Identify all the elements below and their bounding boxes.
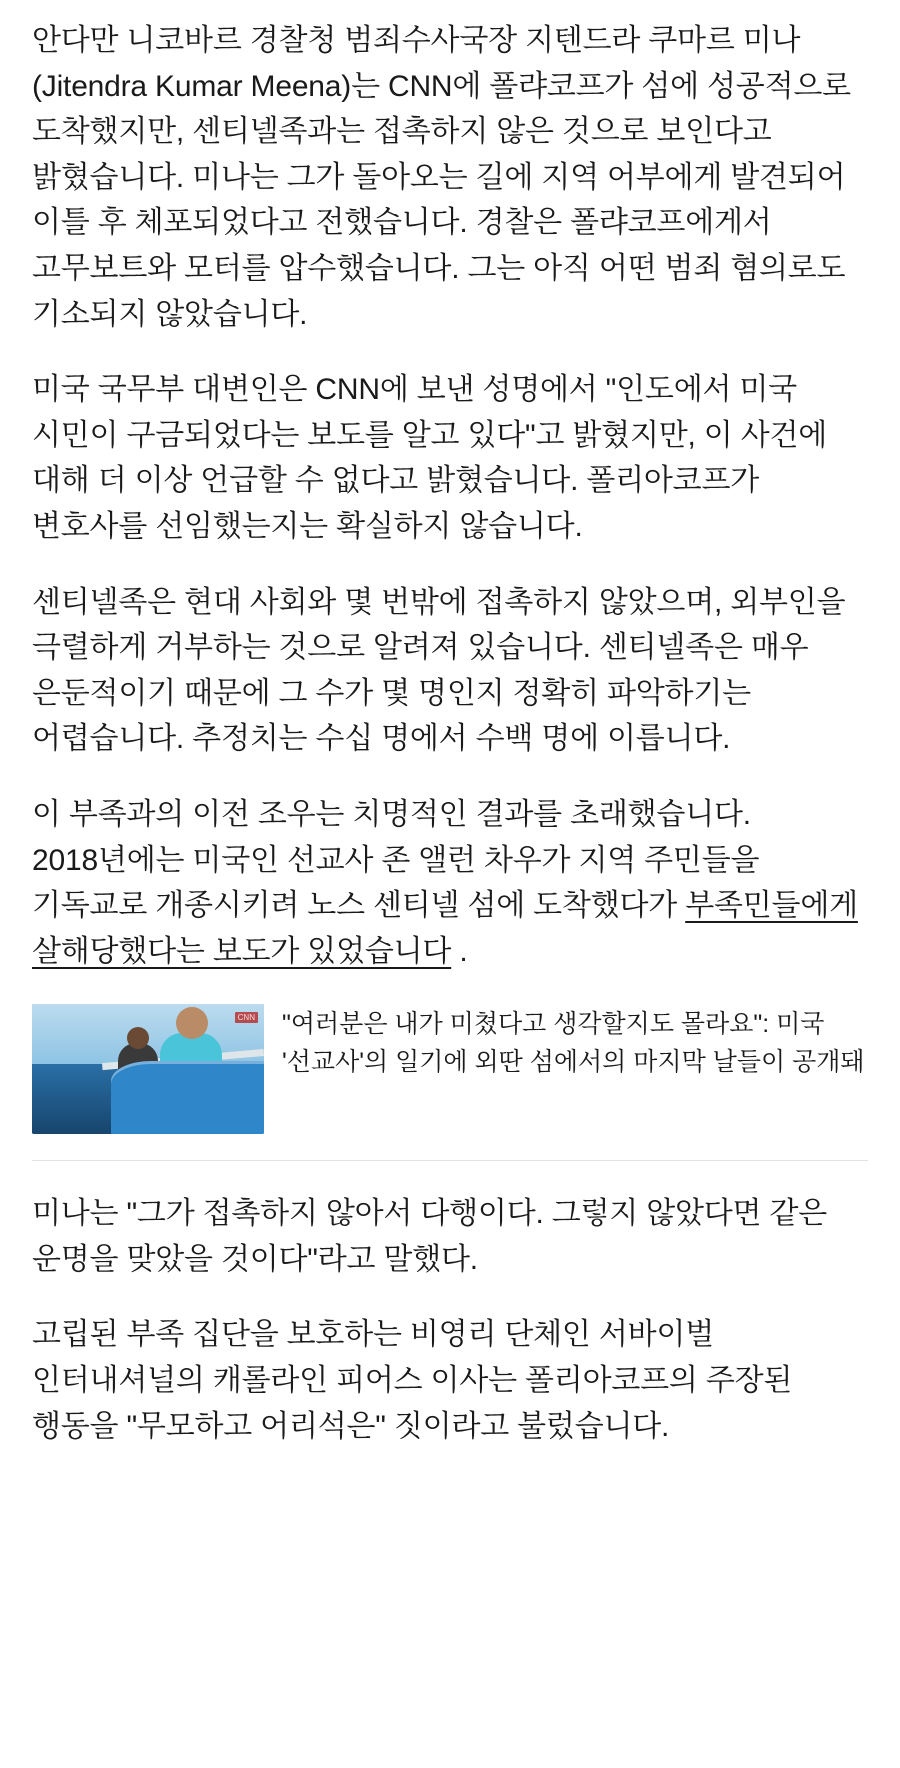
paragraph-4-with-link xyxy=(32,792,868,974)
thumbnail-boat-hull xyxy=(111,1061,264,1134)
paragraph-4-lead: 이 부족과의 이전 조우는 치명적인 결과를 초래했습니다. 2018년에는 미국인 선교사 존 앨런 차우가 지역 주민들을 기독교로 개종시키려 노스 센티넬 섬에 도착했다가 xyxy=(32,797,760,923)
paragraph-5: 미나는 "그가 접촉하지 않아서 다행이다. 그렇지 않았다면 같은 운명을 맞았을 것이다"라고 말했다. xyxy=(32,1197,828,1276)
related-article-headline[interactable]: "여러분은 내가 미쳤다고 생각할지도 몰라요": 미국 '선교사'의 일기에 외딴 섬에서의 마지막 날들이 공개돼 xyxy=(282,1010,865,1076)
thumbnail-source-badge: CNN xyxy=(235,1012,258,1023)
paragraph-4-trail: . xyxy=(451,934,468,968)
paragraph-6: 고립된 부족 집단을 보호하는 비영리 단체인 서바이벌 인터내셔널의 캐롤라인 피어스 이사는 폴리아코프의 주장된 행동을 "무모하고 어리석은" 짓이라고 불렀습니다. xyxy=(32,1318,793,1443)
section-divider xyxy=(32,1160,868,1161)
related-article-card[interactable] xyxy=(32,1004,868,1160)
related-article-inline-link[interactable]: 부족민들에게 살해당했다는 보도가 있었습니다 xyxy=(32,889,858,968)
paragraph-1: 안다만 니코바르 경찰청 범죄수사국장 지텐드라 쿠마르 미나(Jitendra Kumar Meena)는 CNN에 폴랴코프가 섬에 성공적으로 도착했지만, 센티넬족과는 접촉하지 않은 것으로 보인다고 밝혔습니다. 미나는 그가 돌아오는 길에 지역 어부에게 발견되어 이틀 후 체포되었다고 전했습니다. 경찰은 폴랴코프에게서 고무보트와 모터를 압수했습니다. 그는 아직 어떤 범죄 혐의로도 기소되지 않았습니다. xyxy=(32,24,851,331)
paragraph-3: 센티넬족은 현대 사회와 몇 번밖에 접촉하지 않았으며, 외부인을 극렬하게 거부하는 것으로 알려져 있습니다. 센티넬족은 매우 은둔적이기 때문에 그 수가 몇 명인지 정확히 파악하기는 어렵습니다. 추정치는 수십 명에서 수백 명에 이릅니다. xyxy=(32,585,846,756)
paragraph-2: 미국 국무부 대변인은 CNN에 보낸 성명에서 "인도에서 미국 시민이 구금되었다는 보도를 알고 있다"고 밝혔지만, 이 사건에 대해 더 이상 언급할 수 없다고 밝혔습니다. 폴리아코프가 변호사를 선임했는지는 확실하지 않습니다. xyxy=(32,373,828,543)
related-article-thumbnail[interactable] xyxy=(32,1004,264,1134)
